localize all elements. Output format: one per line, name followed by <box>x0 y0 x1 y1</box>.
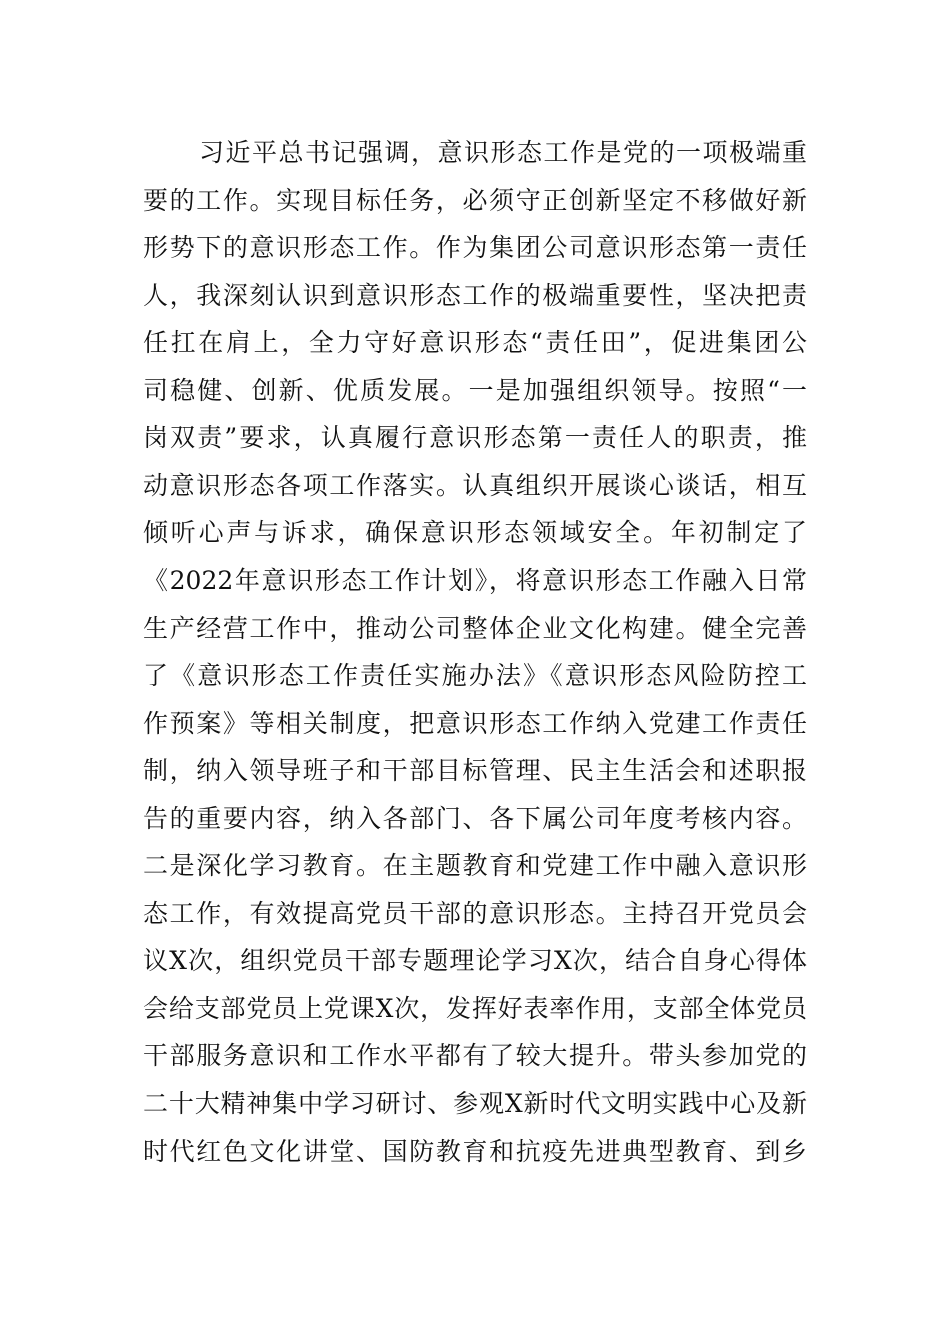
paragraph-line: 任扛在肩上，全力守好意识形态“责任田”，促进集团公 <box>143 328 807 358</box>
paragraph-line: 岗双责”要求，认真履行意识形态第一责任人的职责，推 <box>143 423 807 453</box>
paragraph-line: 告的重要内容，纳入各部门、各下属公司年度考核内容。 <box>143 803 807 833</box>
paragraph-line: 干部服务意识和工作水平都有了较大提升。带头参加党的 <box>143 1041 807 1071</box>
paragraph-line: 会给支部党员上党课X次，发挥好表率作用，支部全体党员 <box>143 993 807 1023</box>
paragraph-line: 倾听心声与诉求，确保意识形态领域安全。年初制定了 <box>143 518 807 548</box>
paragraph-line: 制，纳入领导班子和干部目标管理、民主生活会和述职报 <box>143 756 807 786</box>
paragraph-first-line: 习近平总书记强调，意识形态工作是党的一项极端重 <box>199 138 807 167</box>
paragraph-line: 《2022年意识形态工作计划》，将意识形态工作融入日常 <box>143 565 807 595</box>
paragraph-line: 形势下的意识形态工作。作为集团公司意识形态第一责任 <box>143 233 807 263</box>
paragraph-line: 时代红色文化讲堂、国防教育和抗疫先进典型教育、到乡 <box>143 1136 807 1166</box>
paragraph-line: 人，我深刻认识到意识形态工作的极端重要性，坚决把责 <box>143 280 807 310</box>
paragraph-line: 要的工作。实现目标任务，必须守正创新坚定不移做好新 <box>143 185 807 215</box>
paragraph-line: 了《意识形态工作责任实施办法》《意识形态风险防控工 <box>143 661 807 691</box>
paragraph-line: 司稳健、创新、优质发展。一是加强组织领导。按照“一 <box>143 375 807 405</box>
paragraph-line: 议X次，组织党员干部专题理论学习X次，结合自身心得体 <box>143 946 807 976</box>
paragraph-line: 态工作，有效提高党员干部的意识形态。主持召开党员会 <box>143 898 807 928</box>
paragraph-line: 动意识形态各项工作落实。认真组织开展谈心谈话，相互 <box>143 470 807 500</box>
paragraph-line: 二是深化学习教育。在主题教育和党建工作中融入意识形 <box>143 851 807 881</box>
paragraph-line: 生产经营工作中，推动公司整体企业文化构建。健全完善 <box>143 613 807 643</box>
paragraph-line: 作预案》等相关制度，把意识形态工作纳入党建工作责任 <box>143 708 807 738</box>
paragraph-line: 二十大精神集中学习研讨、参观X新时代文明实践中心及新 <box>143 1089 807 1118</box>
